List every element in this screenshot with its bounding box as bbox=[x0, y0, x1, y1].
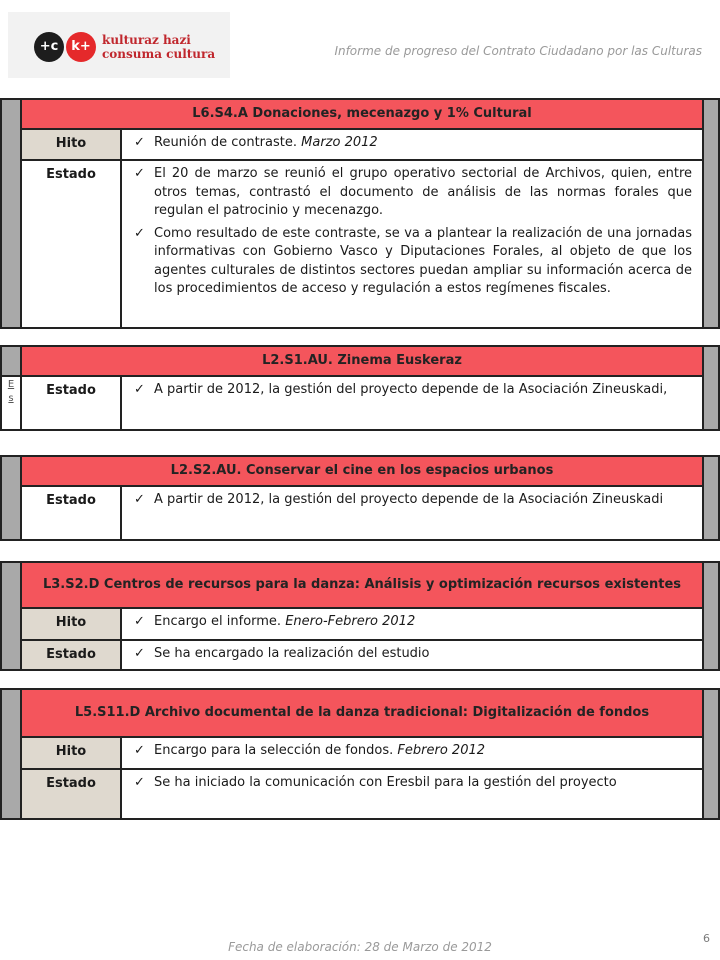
check-icon: ✓ bbox=[134, 492, 145, 507]
side-bar bbox=[703, 346, 719, 430]
estado-item: ✓ Se ha iniciado la comunicación con Eresbil para la gestión del proyecto bbox=[134, 774, 692, 793]
estado-item: ✓ Como resultado de este contraste, se va a plantear la realización de una jornadas informativas con Gobierno Vasco y Diputaciones Forales, al objeto de que los agentes culturales de distintos sectores puedan ampliar su información acerca de los procedimientos de acceso y regulación a estos regímenes fiscales. bbox=[134, 225, 692, 296]
check-icon: ✓ bbox=[134, 743, 145, 758]
estado-item: ✓ Se ha encargado la realización del estudio bbox=[134, 645, 692, 664]
block-title: L5.S11.D Archivo documental de la danza tradicional: Digitalización de fondos bbox=[21, 689, 703, 737]
hito-text: Encargo para la selección de fondos. bbox=[154, 743, 394, 758]
logo-line-2: consuma cultura bbox=[102, 47, 216, 61]
hito-date: Enero-Febrero 2012 bbox=[285, 614, 416, 629]
estado-label: Estado bbox=[21, 769, 121, 819]
side-bar bbox=[703, 562, 719, 670]
footer-date: Fecha de elaboración: 28 de Marzo de 2012 bbox=[228, 940, 492, 954]
block-title: L3.S2.D Centros de recursos para la danza: Análisis y optimización recursos existentes bbox=[21, 562, 703, 608]
hito-text: Encargo el informe. bbox=[154, 614, 282, 629]
check-icon: ✓ bbox=[134, 135, 145, 150]
hito-cell bbox=[121, 737, 703, 769]
side-bar bbox=[703, 99, 719, 328]
estado-item: ✓ A partir de 2012, la gestión del proyecto depende de la Asociación Zineuskadi bbox=[134, 491, 692, 510]
side-cell-text: E s bbox=[1, 376, 21, 430]
hito-date: Marzo 2012 bbox=[301, 135, 378, 150]
block-title: L2.S2.AU. Conservar el cine en los espacios urbanos bbox=[21, 456, 703, 486]
estado-cell bbox=[121, 160, 703, 328]
block-l2-s1-au bbox=[0, 345, 720, 431]
estado-label: Estado bbox=[21, 640, 121, 670]
hito-label: Hito bbox=[21, 608, 121, 640]
side-bar bbox=[703, 689, 719, 819]
block-l6-s4-a bbox=[0, 98, 720, 329]
block-title: L6.S4.A Donaciones, mecenazgo y 1% Cultural bbox=[21, 99, 703, 129]
side-bar bbox=[703, 456, 719, 540]
block-l5-s11-d bbox=[0, 688, 720, 820]
estado-label: Estado bbox=[21, 376, 121, 430]
hito-text: Reunión de contraste. bbox=[154, 135, 297, 150]
estado-cell bbox=[121, 376, 703, 430]
estado-label: Estado bbox=[21, 160, 121, 328]
estado-item: ✓ A partir de 2012, la gestión del proyecto depende de la Asociación Zineuskadi, bbox=[134, 381, 692, 400]
check-icon: ✓ bbox=[134, 775, 145, 790]
check-icon: ✓ bbox=[134, 614, 145, 629]
estado-cell bbox=[121, 769, 703, 819]
side-bar bbox=[1, 346, 21, 376]
hito-cell bbox=[121, 608, 703, 640]
estado-cell bbox=[121, 486, 703, 540]
side-bar bbox=[1, 456, 21, 540]
block-title: L2.S1.AU. Zinema Euskeraz bbox=[21, 346, 703, 376]
hito-date: Febrero 2012 bbox=[397, 743, 486, 758]
estado-cell bbox=[121, 640, 703, 670]
block-l3-s2-d bbox=[0, 561, 720, 671]
check-icon: ✓ bbox=[134, 646, 145, 661]
hito-label: Hito bbox=[21, 737, 121, 769]
estado-label: Estado bbox=[21, 486, 121, 540]
check-icon: ✓ bbox=[134, 225, 145, 241]
side-bar bbox=[1, 562, 21, 670]
estado-item: ✓ El 20 de marzo se reunió el grupo operativo sectorial de Archivos, quien, entre otros temas, contrastó el documento de análisis de las normas forales que regulan el patrocinio y mecenazgo. bbox=[134, 166, 692, 218]
hito-cell bbox=[121, 129, 703, 160]
page-number: 6 bbox=[703, 932, 710, 945]
logo-mark-k-plus: k+ bbox=[66, 32, 96, 62]
side-bar bbox=[1, 99, 21, 328]
side-bar bbox=[1, 689, 21, 819]
header-title: Informe de progreso del Contrato Ciudadano por las Culturas bbox=[334, 44, 702, 58]
check-icon: ✓ bbox=[134, 166, 145, 181]
hito-label: Hito bbox=[21, 129, 121, 160]
check-icon: ✓ bbox=[134, 382, 145, 397]
logo bbox=[8, 12, 230, 78]
block-l2-s2-au bbox=[0, 455, 720, 541]
logo-mark-plus-c: +c bbox=[34, 32, 64, 62]
logo-line-1: kulturaz hazi bbox=[102, 33, 191, 47]
